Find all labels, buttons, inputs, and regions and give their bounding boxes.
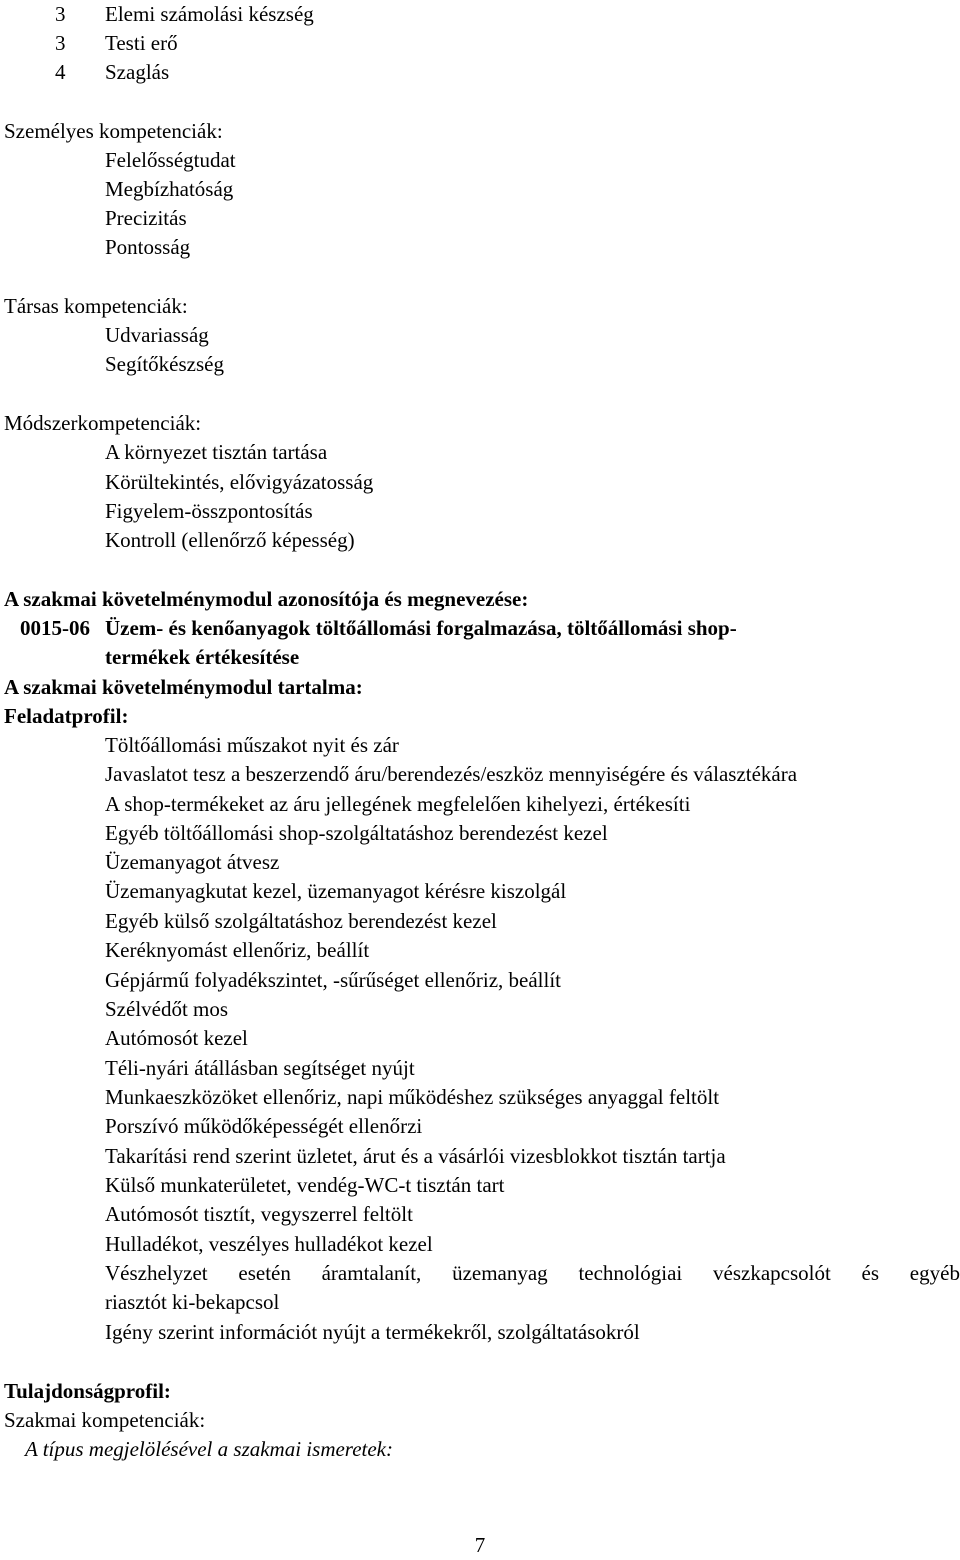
task-item-emergency-continued: riasztót ki-bekapcsol (105, 1290, 280, 1314)
skill-level: 3 (55, 2, 66, 26)
task-item: Egyéb töltőállomási shop-szolgáltatáshoz berendezést kezel (105, 821, 608, 845)
emergency-word: Vészhelyzet (105, 1261, 208, 1285)
module-name-continued: termékek értékesítése (105, 645, 300, 669)
emergency-word: egyéb (909, 1261, 960, 1285)
task-item-emergency (105, 1259, 960, 1288)
task-item: Munkaeszközöket ellenőriz, napi működéshez szükséges anyaggal feltölt (105, 1085, 720, 1109)
task-item: Üzemanyagot átvesz (105, 850, 280, 874)
skill-name: Testi erő (105, 31, 178, 55)
competency-item: Pontosság (105, 235, 191, 259)
task-profile-label: Feladatprofil: (4, 704, 129, 728)
page-number: 7 (474, 1533, 486, 1557)
professional-competencies-label: Szakmai kompetenciák: (4, 1408, 206, 1432)
method-competencies-label: Módszerkompetenciák: (4, 411, 202, 435)
task-item: Keréknyomást ellenőriz, beállít (105, 938, 370, 962)
task-item: Töltőállomási műszakot nyit és zár (105, 733, 399, 757)
competency-item: Megbízhatóság (105, 177, 234, 201)
emergency-word: és (861, 1261, 880, 1285)
competency-item: Precizitás (105, 206, 187, 230)
emergency-word: áramtalanít, (321, 1261, 422, 1285)
task-item: Hulladékot, veszélyes hulladékot kezel (105, 1232, 433, 1256)
emergency-word: technológiai (578, 1261, 683, 1285)
property-profile-label: Tulajdonságprofil: (4, 1379, 171, 1403)
skill-name: Szaglás (105, 60, 170, 84)
competency-item: Kontroll (ellenőrző képesség) (105, 528, 355, 552)
competency-item: Udvariasság (105, 323, 209, 347)
task-item: Gépjármű folyadékszintet, -sűrűséget ellenőriz, beállít (105, 968, 562, 992)
skill-level: 3 (55, 31, 66, 55)
competency-item: A környezet tisztán tartása (105, 440, 328, 464)
task-item: Porszívó működőképességét ellenőrzi (105, 1114, 423, 1138)
type-note: A típus megjelölésével a szakmai ismeretek: (25, 1437, 393, 1461)
task-item: Szélvédőt mos (105, 997, 229, 1021)
module-heading: A szakmai követelménymodul azonosítója és megnevezése: (4, 587, 529, 611)
emergency-word: üzemanyag (452, 1261, 548, 1285)
task-item: Javaslatot tesz a beszerzendő áru/berendezés/eszköz mennyiségére és választékára (105, 762, 798, 786)
personal-competencies-label: Személyes kompetenciák: (4, 119, 223, 143)
task-item: Üzemanyagkutat kezel, üzemanyagot kérésre kiszolgál (105, 879, 567, 903)
module-code: 0015-06 (20, 616, 90, 640)
social-competencies-label: Társas kompetenciák: (4, 294, 188, 318)
task-item: Autómosót tisztít, vegyszerrel feltölt (105, 1202, 413, 1226)
module-name: Üzem- és kenőanyagok töltőállomási forgalmazása, töltőállomási shop- (105, 616, 737, 640)
task-item: Autómosót kezel (105, 1026, 248, 1050)
module-content-heading: A szakmai követelménymodul tartalma: (4, 675, 363, 699)
competency-item: Körültekintés, elővigyázatosság (105, 470, 374, 494)
task-item: Egyéb külső szolgáltatáshoz berendezést kezel (105, 909, 497, 933)
skill-level: 4 (55, 60, 66, 84)
competency-item: Segítőkészség (105, 352, 224, 376)
skill-name: Elemi számolási készség (105, 2, 314, 26)
competency-item: Felelősségtudat (105, 148, 236, 172)
competency-item: Figyelem-összpontosítás (105, 499, 313, 523)
task-item: Takarítási rend szerint üzletet, árut és a vásárlói vizesblokkot tisztán tartja (105, 1144, 726, 1168)
task-item: Téli-nyári átállásban segítséget nyújt (105, 1056, 415, 1080)
emergency-word: esetén (238, 1261, 291, 1285)
task-item: Igény szerint információt nyújt a termékekről, szolgáltatásokról (105, 1320, 640, 1344)
emergency-word: vészkapcsolót (713, 1261, 831, 1285)
task-item: Külső munkaterületet, vendég-WC-t tisztán tart (105, 1173, 505, 1197)
task-item: A shop-termékeket az áru jellegének megfelelően kihelyezi, értékesíti (105, 792, 691, 816)
